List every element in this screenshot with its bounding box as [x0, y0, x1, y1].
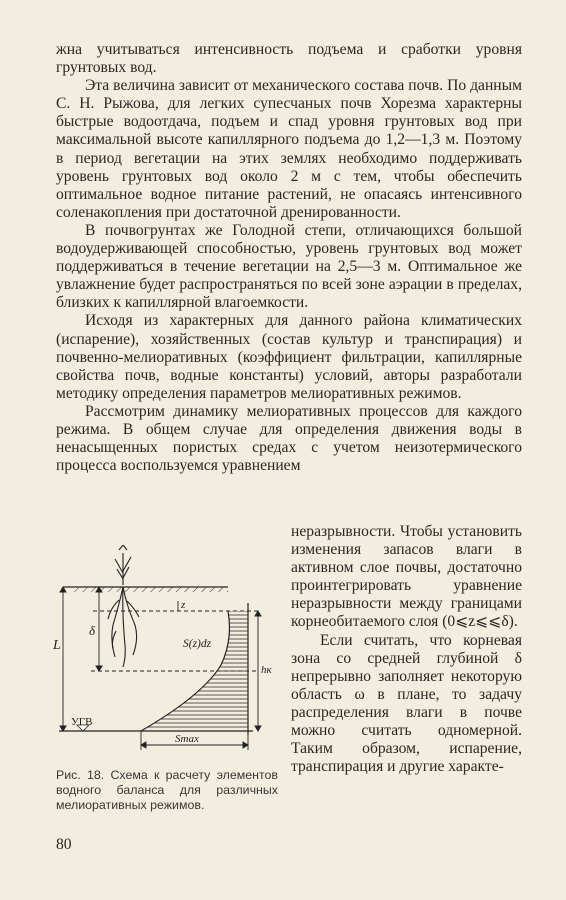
label-delta: δ — [89, 623, 96, 638]
page-number: 80 — [56, 836, 72, 853]
paragraph-2: В почвогрунтах же Голодной степи, отличающихся большой водоудерживающей способностью, уровень грунтовых вод может поддерживаться в течение вегетации на 2,5—3 м. Оптимальное же увлажнение будет распространяться по всей зоне аэрации в пределах, близких к капиллярной влагоемкости. — [56, 221, 522, 312]
delta-dimension — [96, 587, 102, 671]
paragraph-5: Если считать, что корневая зона со средней глубиной δ непрерывно заполняет некоторую область ω в плане, то задачу распределения влаги в почве можно считать одномерной. Таким образом, испарение, транспирация и другие характе- — [291, 631, 522, 776]
label-smax: Smax — [175, 733, 199, 745]
figure-caption: Рис. 18. Схема к расчету элементов водного баланса для различных мелиоративных режимов. — [56, 768, 278, 813]
paragraph-4: Рассмотрим динамику мелиоративных процессов для каждого режима. В общем случае для определения движения воды в ненасыщенных пористых средах с учетом неизотермического процесса воспользуемся уравнением — [56, 402, 522, 475]
l-dimension — [60, 587, 66, 731]
plant-icon — [108, 545, 139, 667]
label-l: L — [53, 638, 61, 653]
ground-surface — [63, 587, 228, 592]
paragraph-4-continued: неразрывности. Чтобы установить изменения запасов влаги в активном слое почвы, достаточно проинтегрировать уравнение неразрывности между границами корнеобитаемого слоя (0⩽z⩽⩽δ). — [291, 523, 522, 631]
right-column-text — [291, 523, 522, 776]
figure-18 — [53, 545, 278, 760]
paragraph-3: Исходя из характерных для данного района климатических (испарение), хозяйственных (состав культур и транспирация) и почвенно-мелиоративных (коэффициент фильтрации, капиллярные свойства почв, водные константы) условий, авторы разработали методику определения параметров мелиоративных режимов. — [56, 312, 522, 402]
paragraph-0: жна учитываться интенсивность подъема и сработки уровня грунтовых вод. — [56, 41, 522, 77]
label-hk: hк — [261, 664, 272, 676]
label-ugv: УГВ — [71, 716, 93, 728]
main-text-block — [56, 41, 522, 475]
paragraph-1: Эта величина зависит от механического состава почв. По данным С. Н. Рыжова, для легких супесчаных почв Хорезма характерны быстрые водоотдача, подъем и спад уровня грунтовых вод при максимальной высоте капиллярного подъема до 1,2—1,3 м. Поэтому в период вегетации на этих землях необходимо поддерживать уровень грунтовых вод около 2 м с тем, чтобы обеспечить оптимальное водное питание растений, не опасаясь интенсивного соленакопления при достаточной дренированности. — [56, 77, 522, 221]
label-z: z — [181, 599, 186, 611]
water-balance-diagram — [53, 545, 278, 760]
label-s-z-dz: S(z)dz — [183, 638, 212, 650]
